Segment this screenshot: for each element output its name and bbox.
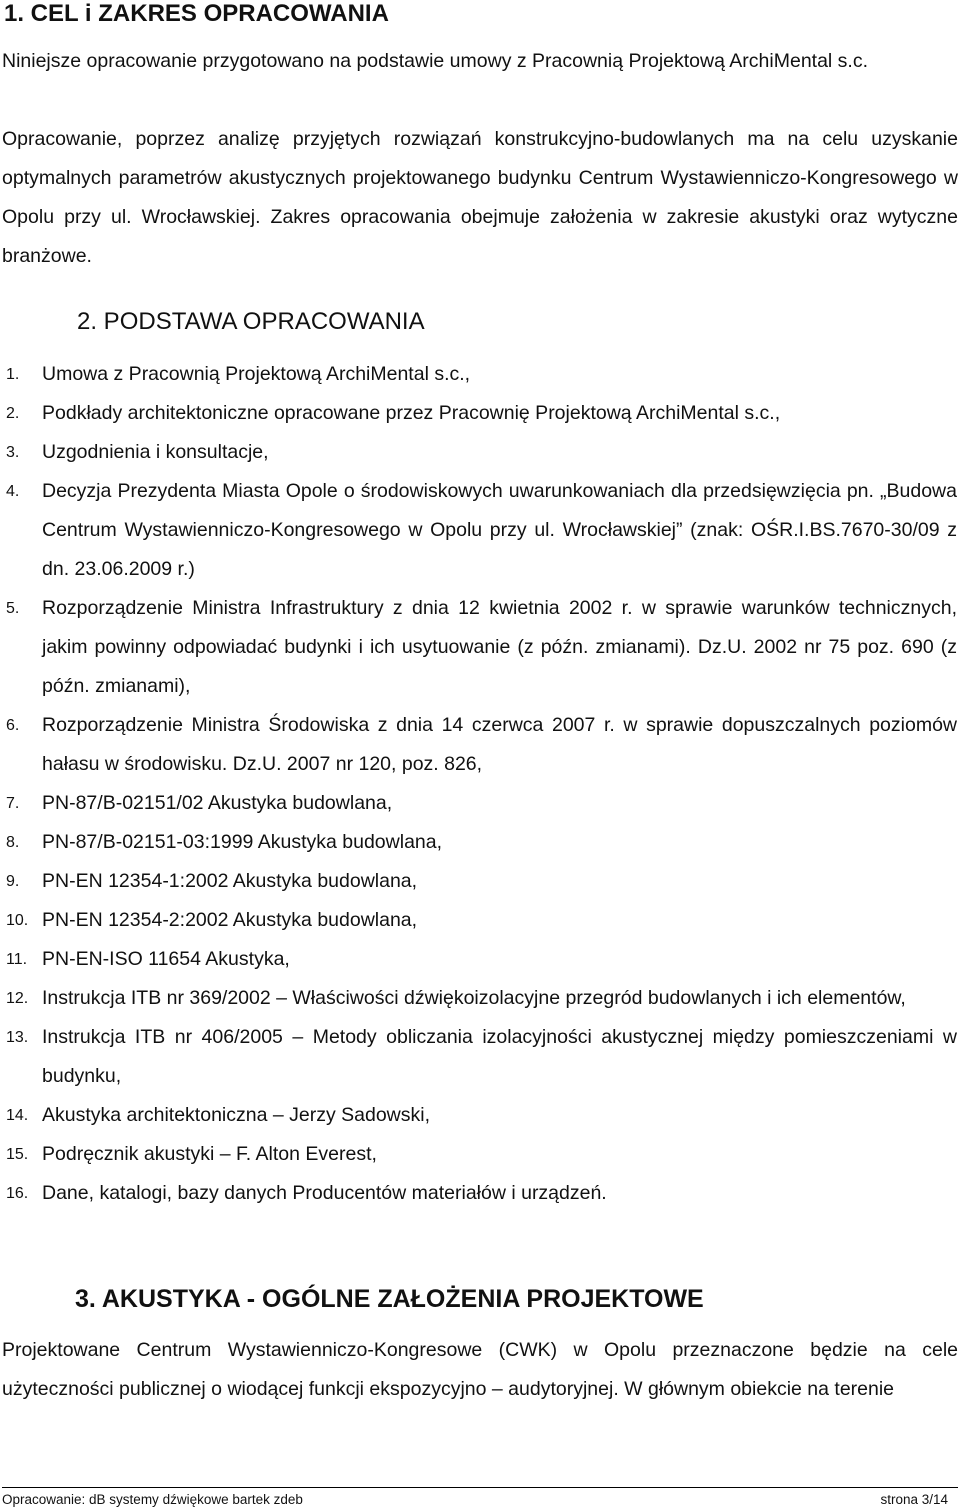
reference-item-text: Decyzja Prezydenta Miasta Opole o środowiskowych uwarunkowaniach dla przedsięwzięcia pn. „Budowa Centrum Wystawienniczo-Kongresowego w Opolu przy ul. Wrocławskiej” (znak: OŚR.I.BS.7670-30/09 z dn. 23.06.2009 r.) (42, 480, 957, 580)
reference-item-number: 9. (6, 873, 20, 890)
reference-item (0, 784, 960, 823)
reference-item-text: PN-87/B-02151-03:1999 Akustyka budowlana, (42, 831, 443, 853)
reference-list (0, 355, 960, 1213)
reference-item (0, 589, 960, 706)
reference-item-text: Rozporządzenie Ministra Środowiska z dnia 14 czerwca 2007 r. w sprawie dopuszczalnych poziomów hałasu w środowisku. Dz.U. 2007 nr 120, poz. 826, (42, 714, 957, 775)
reference-item-text: PN-87/B-02151/02 Akustyka budowlana, (42, 792, 393, 814)
reference-item-text: Instrukcja ITB nr 406/2005 – Metody obliczania izolacyjności akustycznej między pomieszczeniami w budynku, (42, 1026, 957, 1087)
reference-item-text: Instrukcja ITB nr 369/2002 – Właściwości dźwiękoizolacyjne przegród budowlanych i ich elementów, (42, 987, 906, 1009)
reference-item-text: Podręcznik akustyki – F. Alton Everest, (42, 1143, 377, 1165)
reference-item-number: 3. (6, 444, 20, 461)
reference-item-number: 12. (6, 990, 29, 1007)
reference-item (0, 433, 960, 472)
reference-item-text: Akustyka architektoniczna – Jerzy Sadowski, (42, 1104, 431, 1126)
reference-item-text: PN-EN 12354-2:2002 Akustyka budowlana, (42, 909, 418, 931)
reference-item-text: Dane, katalogi, bazy danych Producentów materiałów i urządzeń. (42, 1182, 607, 1204)
footer-divider (2, 1487, 958, 1488)
reference-item-text: PN-EN 12354-1:2002 Akustyka budowlana, (42, 870, 418, 892)
reference-item-number: 14. (6, 1107, 29, 1124)
reference-item (0, 1096, 960, 1135)
reference-item-text: Umowa z Pracownią Projektową ArchiMental s.c., (42, 363, 471, 385)
reference-item (0, 862, 960, 901)
reference-item-number: 11. (6, 951, 28, 968)
reference-item (0, 706, 960, 784)
section-1-paragraph-1: Niniejsze opracowanie przygotowano na podstawie umowy z Pracownią Projektową ArchiMental s.c. (2, 50, 869, 72)
section-3-paragraph: Projektowane Centrum Wystawienniczo-Kongresowe (CWK) w Opolu przeznaczone będzie na cele użyteczności publicznej o wiodącej funkcji ekspozycyjno – audytoryjnej. W głównym obiekcie na terenie (2, 1339, 958, 1400)
reference-item (0, 472, 960, 589)
reference-item (0, 1135, 960, 1174)
footer-author: Opracowanie: dB systemy dźwiękowe bartek zdeb (2, 1492, 303, 1507)
reference-item-text: PN-EN-ISO 11654 Akustyka, (42, 948, 290, 970)
reference-item-number: 13. (6, 1029, 29, 1046)
reference-item-text: Podkłady architektoniczne opracowane przez Pracownię Projektową ArchiMental s.c., (42, 402, 781, 424)
reference-item-number: 2. (6, 405, 20, 422)
section-1-paragraph-2: Opracowanie, poprzez analizę przyjętych rozwiązań konstrukcyjno-budowlanych ma na celu uzyskanie optymalnych parametrów akustycznych projektowanego budynku Centrum Wystawienniczo-Kongresowego w Opolu przy ul. Wrocławskiej. Zakres opracowania obejmuje założenia w zakresie akustyki oraz wytyczne branżowe. (2, 128, 958, 267)
reference-item-number: 8. (6, 834, 20, 851)
reference-item-number: 7. (6, 795, 20, 812)
footer-page-number: strona 3/14 (880, 1492, 948, 1507)
reference-item-text: Uzgodnienia i konsultacje, (42, 441, 269, 463)
reference-item (0, 1018, 960, 1096)
reference-item (0, 901, 960, 940)
reference-item (0, 394, 960, 433)
reference-item-number: 10. (6, 912, 29, 929)
reference-item (0, 940, 960, 979)
section-2-heading: 2. PODSTAWA OPRACOWANIA (77, 308, 425, 335)
section-3-heading: 3. AKUSTYKA - OGÓLNE ZAŁOŻENIA PROJEKTOWE (75, 1285, 704, 1313)
reference-item-number: 6. (6, 717, 20, 734)
reference-item-text: Rozporządzenie Ministra Infrastruktury z dnia 12 kwietnia 2002 r. w sprawie warunków technicznych, jakim powinny odpowiadać budynki i ich usytuowanie (z późn. zmianami). Dz.U. 2002 nr 75 poz. 690 (z późn. zmianami), (42, 597, 957, 697)
reference-item (0, 1174, 960, 1213)
reference-item-number: 5. (6, 600, 20, 617)
reference-item-number: 4. (6, 483, 20, 500)
reference-item (0, 823, 960, 862)
reference-item (0, 355, 960, 394)
reference-item-number: 1. (6, 366, 20, 383)
section-1-heading: 1. CEL i ZAKRES OPRACOWANIA (4, 0, 389, 27)
reference-item (0, 979, 960, 1018)
reference-item-number: 15. (6, 1146, 29, 1163)
reference-item-number: 16. (6, 1185, 29, 1202)
